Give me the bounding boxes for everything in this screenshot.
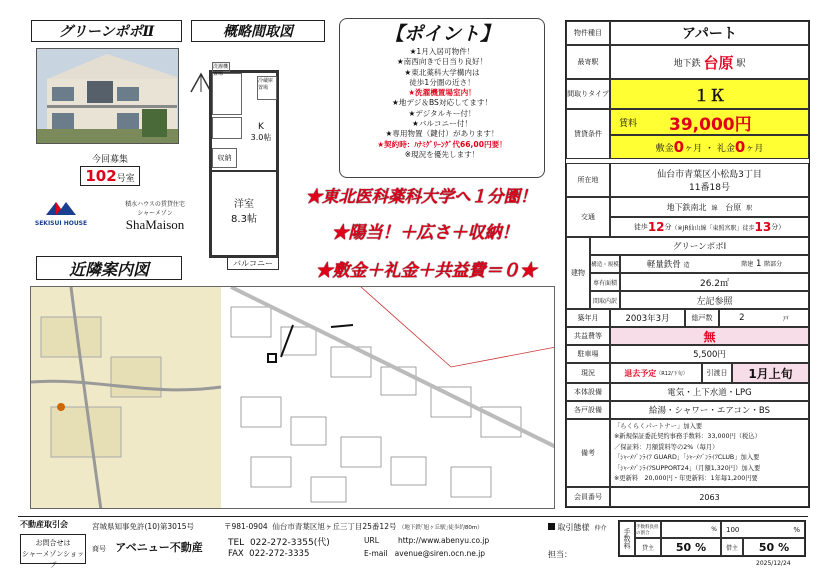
member-label: 会員番号 <box>566 487 610 507</box>
area-label: 専有面積 <box>590 273 620 291</box>
postal-code: 〒981-0904 <box>224 522 268 531</box>
station-label: 最寄駅 <box>566 45 610 79</box>
current-value <box>610 363 702 383</box>
station-suffix: 駅 <box>736 58 746 69</box>
built-label: 築年月 <box>566 309 610 327</box>
floorplan-room-label: 洋室 <box>234 199 254 210</box>
note-line: ※更新料 20,000円・年更新料：1年毎1,200円要 <box>614 475 758 482</box>
fee-head-2: 貸主 <box>635 538 661 556</box>
common-fee-value: 無 <box>610 327 809 345</box>
recruit-badge <box>70 152 150 190</box>
station-value <box>610 45 809 79</box>
address-line-1: 仙台市青葉区小松島3丁目 <box>657 170 762 180</box>
current-note: （R12/下旬） <box>656 370 688 377</box>
tel-number[interactable]: 022-272-3355(代) <box>249 538 330 548</box>
footer <box>18 516 808 568</box>
rent-sub: 賃料 <box>619 118 638 129</box>
floorplan-kitchen <box>245 114 277 150</box>
company-name: アベニュー不動産 <box>115 541 203 554</box>
structure-suffix: 造 <box>683 262 690 269</box>
point-item: ★地デジ＆BS対応してます！ <box>391 98 493 108</box>
fee-total-unit: % <box>793 525 800 534</box>
url-value[interactable]: http://www.abenyu.co.jp <box>397 536 490 545</box>
company-prefix: 商号 <box>92 545 113 553</box>
fee-label: 手数料 <box>619 521 635 556</box>
note-line: ／保証料：月額賃料等の2%（毎月） <box>614 443 719 451</box>
walk-prefix: 徒歩 <box>633 223 648 231</box>
parking-label: 駐車場 <box>566 345 610 363</box>
url-label: URL <box>364 536 379 545</box>
floorplan-fridge: 冷蔵庫置場 <box>257 76 277 100</box>
floorplan-room-size: 8.3帖 <box>231 214 257 225</box>
staff-label: 担当： <box>548 550 572 559</box>
equipment-value: 給湯・シャワー・エアコン・BS <box>610 401 809 419</box>
facility-label: 本体設備 <box>566 383 610 401</box>
postal-address <box>224 521 483 532</box>
headline-3: ★敷金＋礼金＋共益費＝０★ <box>315 261 537 281</box>
facility-value: 電気・上下水道・LPG <box>610 383 809 401</box>
address-line-2: 11番18号 <box>689 183 730 193</box>
recruit-label: 今回募集 <box>91 155 128 165</box>
fee-head-3: 借主 <box>721 538 743 556</box>
equipment-label: 各戸設備 <box>566 401 610 419</box>
building-name: グリーンポポⅠ <box>590 237 809 255</box>
jr-walk: 13 <box>754 220 772 234</box>
structure-type: 軽量鉄骨 <box>646 260 681 270</box>
rent-value <box>610 109 809 135</box>
member-value: 2063 <box>610 487 809 507</box>
floorplan-toilet <box>212 117 242 139</box>
shop-label-1: お問合せは <box>35 539 71 547</box>
point-item: ※現況を優先します！ <box>404 149 480 159</box>
note-line: 「らくらくパートナー」加入要 <box>614 422 703 430</box>
shamaison-brand: ShaMaison <box>125 217 185 232</box>
type-label: 物件種目 <box>566 21 610 45</box>
move-value: 1月上旬 <box>732 363 809 383</box>
units-value <box>719 309 809 327</box>
shop-label-2: シャーメゾンショップ <box>22 550 84 569</box>
location-value <box>610 163 809 197</box>
rent-amount: 39,000円 <box>669 114 752 135</box>
floorplan-washer: 洗濯機置場 <box>213 64 229 77</box>
transport-label: 交通 <box>566 197 610 237</box>
fax-number: 022-272-3335 <box>249 549 310 559</box>
rent-label: 賃貸条件 <box>566 109 610 159</box>
floorplan-bath <box>212 73 242 115</box>
point-item: 徒歩1分圏の近さ！ <box>409 77 475 87</box>
transport-walk <box>610 217 809 237</box>
tel-label: TEL <box>228 538 245 548</box>
shamaison-tagline-1: 積水ハウスの賃貸住宅 <box>125 201 185 208</box>
spec-table <box>565 20 810 508</box>
fee-total-value: % <box>711 526 717 533</box>
transaction-row <box>548 522 607 533</box>
floorplan-kitchen-label: K <box>258 121 264 132</box>
tel-row <box>228 535 330 548</box>
structure-value <box>620 255 809 273</box>
layout-label: 間取りタイプ <box>566 79 610 109</box>
agent-label: 不動産取引会 <box>20 520 68 529</box>
units-suffix: 戸 <box>782 315 789 323</box>
floors-label: 階建 <box>741 261 754 268</box>
parking-value: 5,500円 <box>610 345 809 363</box>
line-station-suffix: 駅 <box>746 204 753 212</box>
walk-min: 12 <box>647 220 665 234</box>
line-station: 台原 <box>725 202 742 212</box>
point-item: ★専用物置（鍵付）があります！ <box>385 129 499 139</box>
recruit-suffix: 号室 <box>116 174 135 184</box>
email-value[interactable]: avenue@siren.ocn.ne.jp <box>394 549 486 558</box>
fee-total-2 <box>721 521 805 538</box>
neighborhood-map <box>30 286 555 509</box>
map-graphic <box>31 287 555 509</box>
walk-unit: 分 <box>664 223 672 231</box>
line-suffix: 線 <box>711 204 718 212</box>
jr-unit: 分） <box>771 223 786 231</box>
station-prefix: 地下鉄 <box>673 58 701 69</box>
building-photo <box>36 48 179 144</box>
fax-label: FAX <box>228 549 244 559</box>
current-label: 現況 <box>566 363 610 383</box>
floorplan-divider <box>212 170 276 172</box>
point-item: ★南西向きで日当り良好！ <box>396 57 488 67</box>
shamaison-tagline-2: シャーメゾン <box>137 210 173 217</box>
layout-detail-label: 間取内訳 <box>590 291 620 309</box>
headline-1: ★東北医科薬科大学へ１分圏！ <box>305 187 537 206</box>
floorplan-room <box>212 190 276 230</box>
location-label: 所在地 <box>566 163 610 197</box>
license: 宮城県知事免許(10)第3015号 <box>92 522 194 531</box>
email-label: E-mail <box>364 549 388 558</box>
units-count: 2 <box>739 313 745 323</box>
note-line: ※新規保証委託契約事務手数料：33,000円（税込） <box>614 433 761 440</box>
company-row <box>92 539 203 555</box>
point-item: ★東北薬科大学構内は <box>404 67 480 77</box>
floorplan-storage: 収納 <box>212 148 237 168</box>
note-line: 「ｼｬｰﾒｿﾞﾝﾗｲﾌ GUARD」「ｼｬｰﾒｿﾞﾝﾗｲﾌCLUB」加入要 <box>614 454 760 461</box>
floorplan-balcony: バルコニー <box>227 256 279 270</box>
building-label: 建物 <box>566 237 590 309</box>
line-name: 地下鉄南北 <box>666 202 707 212</box>
points-title: 【ポイント】 <box>384 23 499 45</box>
property-name-banner: グリーンポポⅡ <box>31 20 182 42</box>
floors-suffix: 階部分 <box>764 261 783 268</box>
transaction-value: 仲介 <box>594 525 607 532</box>
floors-value: 1 <box>756 259 762 269</box>
current-status: 退去予定 <box>624 368 657 378</box>
points-list <box>346 47 538 160</box>
fee-lessor-unit: % <box>695 540 707 554</box>
url-row <box>364 536 489 545</box>
sekisui-logo <box>21 199 101 239</box>
neighborhood-banner: 近隣案内図 <box>36 256 182 280</box>
building-photo-graphic <box>37 49 179 144</box>
area-value: 26.2㎡ <box>620 273 809 291</box>
recruit-room: 102 <box>85 167 117 185</box>
key-label: 礼金 <box>716 143 735 154</box>
transaction-label: 取引態様 <box>557 523 590 532</box>
points-box <box>339 18 545 178</box>
fee-head-1: 手数料負担の割合 <box>635 521 661 538</box>
date-stamp: 2025/12/24 <box>756 560 791 567</box>
fee-table <box>618 520 806 557</box>
fee-lessee-value: 50 <box>758 540 775 554</box>
sekisui-mark-icon <box>44 199 78 217</box>
square-icon <box>548 523 555 530</box>
layout-detail-value: 左記参照 <box>620 291 809 309</box>
note-line: 「ｼｬｰﾒｿﾞﾝﾗｲﾌSUPPORT24」（月額1,320円）加入要 <box>614 464 761 472</box>
notes-label: 備考 <box>566 419 610 487</box>
deposit-month: ヶ月 <box>684 143 703 154</box>
email-row <box>364 549 485 558</box>
fax-row <box>228 549 309 559</box>
fee-lessee-unit: % <box>778 540 790 554</box>
key-value: 0 <box>734 138 746 156</box>
type-value: アパート <box>610 21 809 45</box>
floorplan <box>209 62 279 267</box>
sekisui-house-text: SEKISUI HOUSE <box>34 220 88 227</box>
point-item: ★洗濯機置場室内！ <box>408 88 476 98</box>
notes-value <box>610 419 809 487</box>
built-value: 2003年3月 <box>610 309 685 327</box>
fee-total-number: 100 <box>726 525 740 534</box>
common-fee-label: 共益費等 <box>566 327 610 345</box>
floorplan-kitchen-size: 3.0帖 <box>250 132 272 142</box>
station-name: 台原 <box>703 53 734 72</box>
fee-lessee <box>743 538 805 556</box>
point-item: ★バルコニー付！ <box>412 119 472 129</box>
deposit-value: 0 <box>673 138 685 156</box>
point-item: ★1月入居可物件！ <box>409 47 475 56</box>
shop-box <box>20 534 86 569</box>
shamaison-logo <box>113 199 197 239</box>
company-address: 仙台市青葉区旭ヶ丘三丁目25番12号 <box>272 522 397 531</box>
address-note: （地下鉄｢旭ヶ丘駅｣徒歩約80m） <box>398 525 483 531</box>
structure-label: 構造・規模 <box>590 255 620 273</box>
point-item: ★契約時：ﾊﾅﾐｸﾞﾘｰﾝｸﾞ代66,00円要！ <box>377 139 507 149</box>
layout-value: １Ｋ <box>610 79 809 109</box>
fee-lessor-value: 50 <box>675 540 692 554</box>
jr-note: （※JR仙山線「東照宮駅」徒歩 <box>671 224 755 232</box>
fee-lessor <box>661 538 721 556</box>
key-month: ヶ月 <box>745 143 764 154</box>
staff-row <box>548 549 572 560</box>
move-label: 引渡日 <box>702 363 732 383</box>
fee-total <box>661 521 721 538</box>
point-item: ★デジタルキー付！ <box>408 108 476 118</box>
headline-2: ★陽当！＋広さ＋収納！ <box>331 223 519 243</box>
deposit-key: 敷金 0 ヶ月 ・ 礼金 0 ヶ月 <box>610 135 809 159</box>
deposit-label: 敷金 <box>655 143 674 154</box>
floorplan-banner: 概略間取図 <box>191 20 325 42</box>
units-label: 総戸数 <box>685 309 719 327</box>
transport-line <box>610 197 809 217</box>
